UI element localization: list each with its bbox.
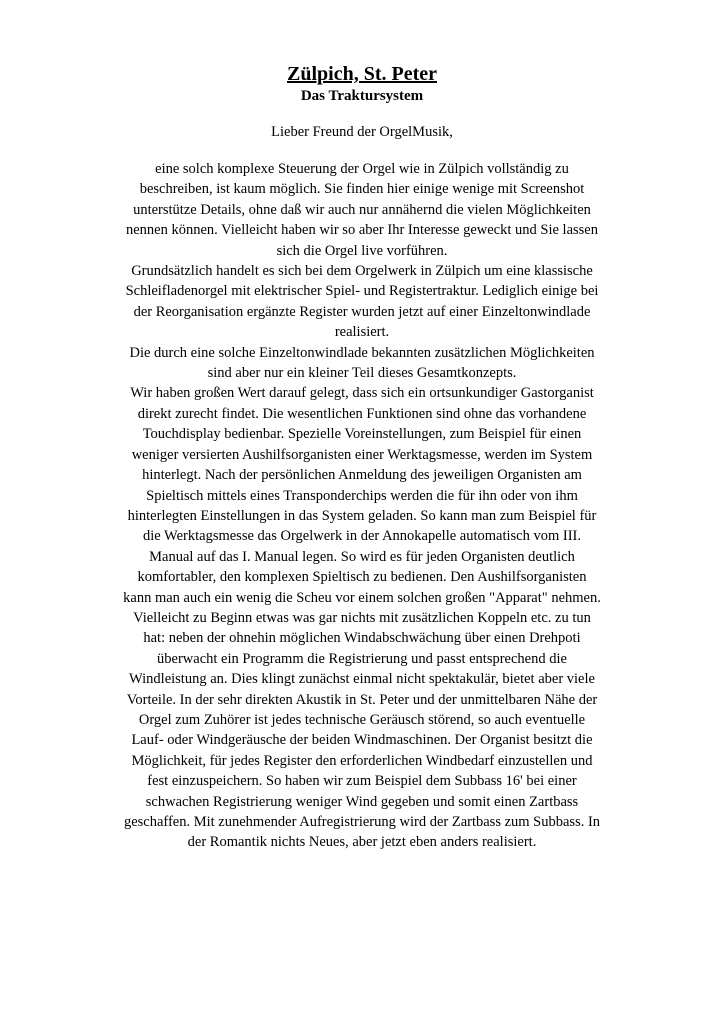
text-line: sich die Orgel live vorführen.	[276, 242, 448, 259]
text-line: Schleifladenorgel mit elektrischer Spiel- und Registertraktur. Lediglich einige bei	[125, 283, 599, 300]
text-line: schwachen Registrierung weniger Wind gegeben und somit einen Zartbass	[145, 793, 579, 810]
text-line: weniger versierten Aushilfsorganisten einer Werktagsmesse, werden im System	[131, 446, 593, 463]
text-line: geschaffen. Mit zunehmender Aufregistrierung wird der Zartbass zum Subbass. In	[123, 814, 601, 830]
text-line: Möglichkeit, für jedes Register den erforderlichen Windbedarf einzustellen und	[131, 752, 593, 769]
text-line: Grundsätzlich handelt es sich bei dem Orgelwerk in Zülpich um eine klassische	[131, 263, 593, 280]
page-title: Zülpich, St. Peter	[287, 63, 437, 85]
text-line: hinterlegt. Nach der persönlichen Anmeldung des jeweiligen Organisten am	[142, 467, 582, 484]
text-line: Lauf- oder Windgeräusche der beiden Windmaschinen. Der Organist besitzt die	[131, 732, 593, 749]
text-line: sind aber nur ein kleiner Teil dieses Gesamtkonzepts.	[207, 365, 517, 382]
greeting: Lieber Freund der OrgelMusik,	[271, 124, 453, 140]
text-line: beschreiben, ist kaum möglich. Sie finden hier einige wenige mit Screenshot	[139, 181, 585, 198]
text-line: der Romantik nichts Neues, aber jetzt eben anders realisiert.	[187, 834, 537, 851]
text-line: realisiert.	[334, 324, 390, 341]
text-line: unterstütze Details, ohne daß wir auch nur annähernd die vielen Möglichkeiten	[133, 201, 591, 218]
text-line: überwacht ein Programm die Registrierung und passt entsprechend die	[157, 650, 567, 667]
text-line: fest einzuspeichern. So haben wir zum Beispiel dem Subbass 16' bei einer	[147, 773, 577, 790]
text-line: Die durch eine solche Einzeltonwindlade bekannten zusätzlichen Möglichkeiten	[129, 344, 595, 361]
text-line: Manual auf das I. Manual legen. So wird es für jeden Organisten deutlich	[149, 548, 575, 565]
text-line: komfortabler, den komplexen Spieltisch zu bedienen. Den Aushilfsorganisten	[137, 569, 587, 586]
text-line: der Reorganisation ergänzte Register wurden jetzt auf einer Einzeltonwindlade	[133, 303, 591, 320]
text-line: hat: neben der ohnehin möglichen Windabschwächung über einen Drehpoti	[143, 630, 581, 647]
text-line: direkt zurecht findet. Die wesentlichen Funktionen sind ohne das vorhandene	[137, 405, 587, 422]
text-line: Vorteile. In der sehr direkten Akustik in St. Peter und der unmittelbaren Nähe der	[126, 691, 598, 708]
text-line: eine solch komplexe Steuerung der Orgel wie in Zülpich vollständig zu	[155, 161, 569, 177]
text-line: Wir haben großen Wert darauf gelegt, dass sich ein ortsunkundiger Gastorganist	[130, 385, 594, 402]
page-subtitle: Das Traktursystem	[300, 88, 424, 104]
text-line: Windleistung an. Dies klingt zunächst einmal nicht spektakulär, bietet aber viele	[129, 671, 595, 688]
text-line: Touchdisplay bedienbar. Spezielle Voreinstellungen, zum Beispiel für einen	[142, 426, 582, 443]
text-line: Orgel zum Zuhörer ist jedes technische Geräusch störend, so auch eventuelle	[138, 711, 586, 728]
text-line: kann man auch ein wenig die Scheu vor einem solchen großen "Apparat" nehmen.	[123, 589, 601, 606]
text-line: hinterlegten Einstellungen in das System geladen. So kann man zum Beispiel für	[127, 507, 597, 524]
text-line: Spieltisch mittels eines Transponderchips werden die für ihn oder von ihm	[146, 487, 578, 504]
text-line: nennen können. Vielleicht haben wir so aber Ihr Interesse geweckt und Sie lassen	[126, 222, 598, 239]
text-line: Vielleicht zu Beginn etwas was gar nichts mit zusätzlichen Koppeln etc. zu tun	[133, 609, 591, 626]
body-text	[80, 159, 644, 853]
text-line: die Werktagsmesse das Orgelwerk in der Annokapelle automatisch vom III.	[142, 528, 581, 545]
